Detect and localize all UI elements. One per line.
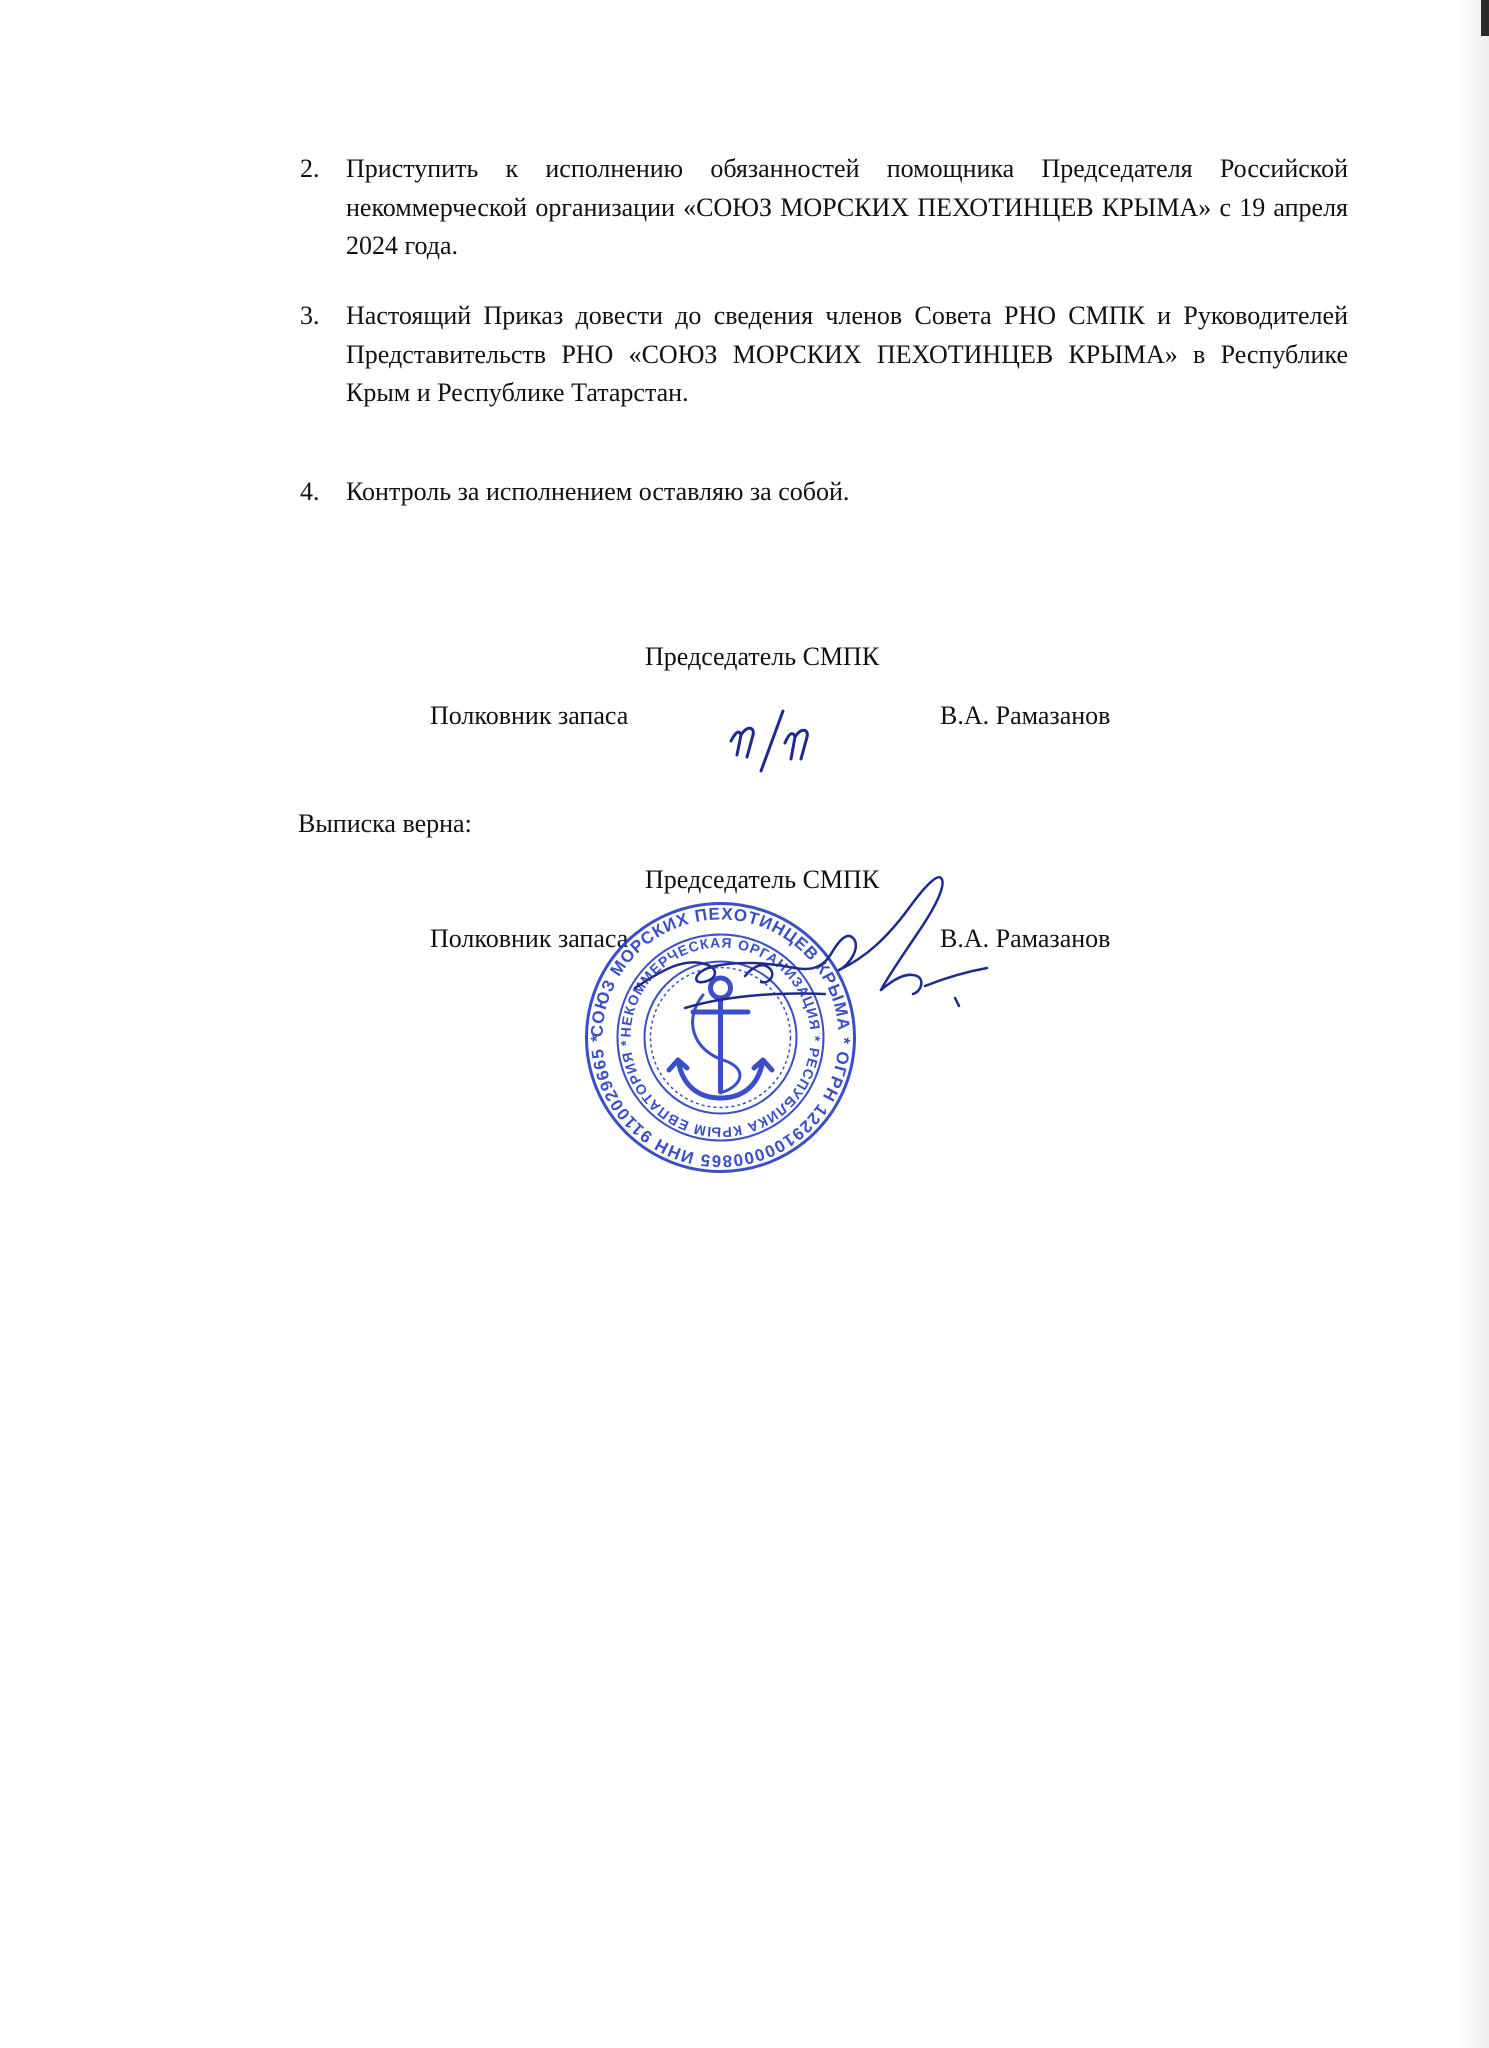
list-item-3 bbox=[300, 297, 1348, 413]
list-item-text: Контроль за исполнением оставляю за собой. bbox=[346, 477, 850, 506]
stamp-outer-text: СОЮЗ МОРСКИХ ПЕХОТИНЦЕВ КРЫМА * ОГРН 1229100000865 ИНН 9110029665 * bbox=[587, 904, 854, 1171]
signatory-name: В.А. Рамазанов bbox=[940, 701, 1111, 730]
list-item-text: Настоящий Приказ довести до сведения членов Совета РНО СМПК и Руководителей Представительств РНО «СОЮЗ МОРСКИХ ПЕХОТИНЦЕВ КРЫМА» в Республике Крым и Республике Татарстан. bbox=[346, 301, 1348, 407]
stamp-inner-text: НЕКОММЕРЧЕСКАЯ ОРГАНИЗАЦИЯ * РЕСПУБЛИКА КРЫМ ЕВПАТОРИЯ * bbox=[617, 934, 824, 1141]
signatory-rank: Полковник запаса bbox=[430, 701, 629, 730]
signatory-rank: Полковник запаса bbox=[430, 924, 629, 953]
list-item-number: 2. bbox=[300, 154, 320, 183]
list-item-number: 3. bbox=[300, 301, 320, 330]
signatory-name: В.А. Рамазанов bbox=[940, 924, 1111, 953]
scan-edge bbox=[1459, 0, 1489, 2048]
pp-handwritten-mark bbox=[725, 705, 825, 775]
extract-verified-label: Выписка верна: bbox=[298, 809, 472, 838]
list-item-text: Приступить к исполнению обязанностей помощника Председателя Российской некоммерческой организации «СОЮЗ МОРСКИХ ПЕХОТИНЦЕВ КРЫМА» с 19 апреля 2024 года. bbox=[346, 154, 1348, 260]
list-item-4 bbox=[300, 473, 1348, 512]
signatory-title: Председатель СМПК bbox=[645, 642, 880, 671]
handwritten-signature bbox=[625, 868, 995, 1038]
scan-edge-mark bbox=[1481, 0, 1489, 36]
list-item-2 bbox=[300, 150, 1348, 266]
list-item-number: 4. bbox=[300, 477, 320, 506]
signatory-title: Председатель СМПК bbox=[645, 865, 880, 894]
